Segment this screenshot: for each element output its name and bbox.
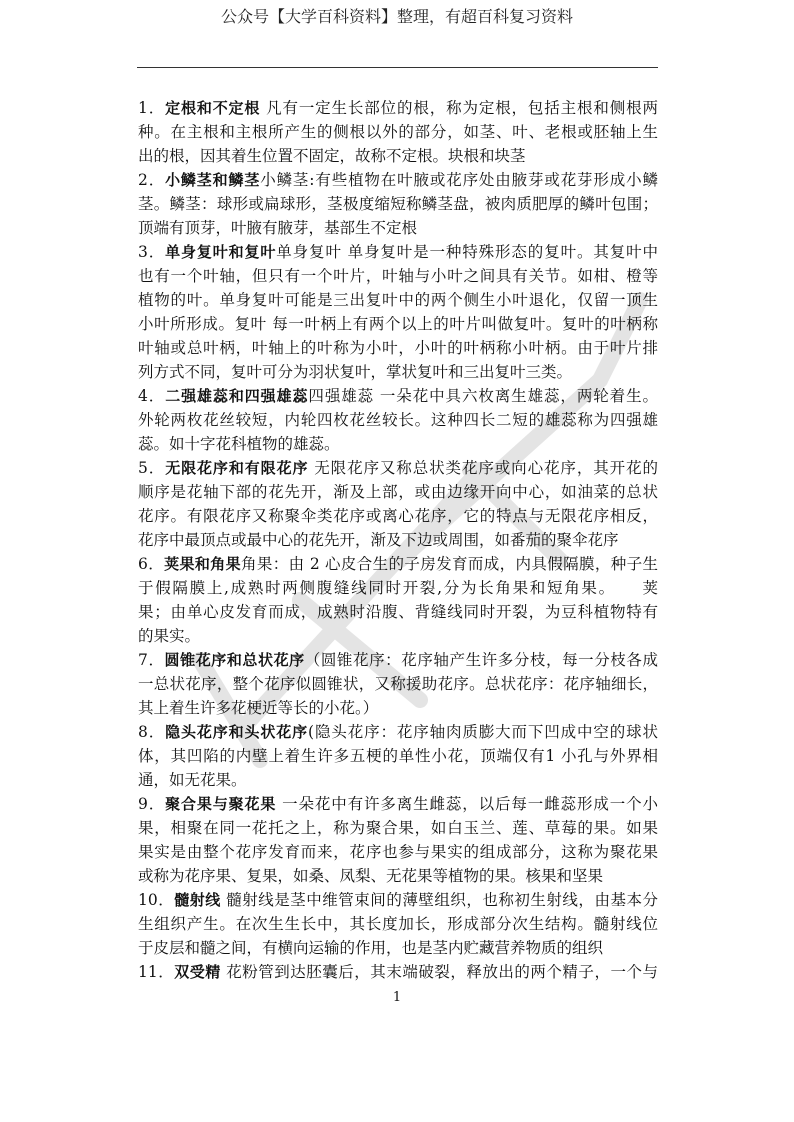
- term-item: [138, 960, 658, 984]
- text-line: 11．双受精 花粉管到达胚囊后，其末端破裂，释放出的两个精子，一个与: [138, 963, 658, 981]
- text-line: 1．定根和不定根 凡有一定生长部位的根，称为定根，包括主根和侧根两: [138, 99, 658, 117]
- text-line: 于假隔膜上,成熟时两侧腹缝线同时开裂,分为长角果和短角果。 荚: [138, 579, 658, 597]
- text-line: 茎。鳞茎：球形或扁球形，茎极度缩短称鳞茎盘，被肉质肥厚的鳞叶包围；: [138, 195, 658, 213]
- text-line: 于皮层和髓之间，有横向运输的作用，也是茎内贮藏营养物质的组织: [138, 939, 604, 957]
- term-title: 圆锥花序和总状花序: [164, 651, 305, 669]
- text-line: 一总状花序，整个花序似圆锥状，又称援助花序。总状花序：花序轴细长，: [138, 675, 658, 693]
- text-line: 或称为花序果、复果，如桑、凤梨、无花果等植物的果。核果和坚果: [138, 867, 604, 885]
- page-number: 1: [392, 990, 402, 1005]
- text-line: 9．聚合果与聚花果 一朵花中有许多离生雌蕊，以后每一雌蕊形成一个小: [138, 795, 658, 813]
- text-line: 6．荚果和角果角果：由 2 心皮合生的子房发育而成，内具假隔膜，种子生: [138, 555, 658, 573]
- text-line: 通，如无花果。: [138, 771, 247, 789]
- term-title: 定根和不定根: [165, 99, 261, 117]
- text-line: 果实是由整个花序发育而来，花序也参与果实的组成部分，这称为聚花果: [138, 843, 658, 861]
- term-title: 小鳞茎和鳞茎: [165, 171, 261, 189]
- term-item: [138, 648, 658, 720]
- term-title: 髓射线: [174, 891, 221, 909]
- term-title: 荚果和角果: [164, 555, 242, 573]
- text-line: 10．髓射线 髓射线是茎中维管束间的薄壁组织，也称初生射线，由基本分: [138, 891, 658, 909]
- text-line: 3．单身复叶和复叶单身复叶 单身复叶是一种特殊形态的复叶。其复叶中: [138, 243, 658, 261]
- text-line: 4．二强雄蕊和四强雄蕊四强雄蕊 一朵花中具六枚离生雄蕊，两轮着生。: [138, 387, 658, 405]
- text-line: 顶端有顶芽，叶腋有腋芽，基部生不定根: [138, 219, 418, 237]
- term-title: 双受精: [174, 963, 221, 981]
- term-item: [138, 456, 658, 552]
- text-line: 顺序是花轴下部的花先开，渐及上部，或由边缘开向中心，如油菜的总状: [138, 483, 658, 501]
- term-title: 单身复叶和复叶: [165, 243, 277, 261]
- text-line: 生组织产生。在次生生长中，其长度加长，形成部分次生结构。髓射线位: [138, 915, 658, 933]
- term-title: 聚合果与聚花果: [165, 795, 277, 813]
- term-item: [138, 720, 658, 792]
- term-item: [138, 96, 658, 168]
- text-line: 花序中最顶点或最中心的花先开，渐及下边或周围，如番茄的聚伞花序: [138, 531, 619, 549]
- text-line: 也有一个叶轴，但只有一个叶片，叶轴与小叶之间具有关节。如柑、橙等: [138, 267, 658, 285]
- term-item: [138, 792, 658, 888]
- term-title: 二强雄蕊和四强雄蕊: [165, 387, 309, 405]
- text-line: 小叶所形成。复叶 每一叶柄上有两个以上的叶片叫做复叶。复叶的叶柄称: [138, 315, 658, 333]
- text-line: 7．圆锥花序和总状花序（圆锥花序：花序轴产生许多分枝，每一分枝各成: [138, 651, 658, 669]
- text-line: 果，相聚在同一花托之上，称为聚合果，如白玉兰、莲、草莓的果。如果: [138, 819, 658, 837]
- text-line: 种。在主根和主根所产生的侧根以外的部分，如茎、叶、老根或胚轴上生: [138, 123, 658, 141]
- text-line: 叶轴或总叶柄，叶轴上的叶称为小叶，小叶的叶柄称小叶柄。由于叶片排: [138, 339, 658, 357]
- document-body: [138, 96, 658, 984]
- text-line: 列方式不同，复叶可分为羽状复叶，掌状复叶和三出复叶三类。: [138, 363, 573, 381]
- term-item: [138, 552, 658, 648]
- text-line: 其上着生许多花梗近等长的小花。）: [138, 699, 379, 717]
- text-line: 2．小鳞茎和鳞茎小鳞茎:有些植物在叶腋或花序处由腋芽或花芽形成小鳞: [138, 171, 658, 189]
- term-title: 无限花序和有限花序: [165, 459, 309, 477]
- term-item: [138, 384, 658, 456]
- header-rule: [137, 67, 658, 68]
- term-item: [138, 888, 658, 960]
- text-line: 外轮两枚花丝较短，内轮四枚花丝较长。这种四长二短的雄蕊称为四强雄: [138, 411, 658, 429]
- text-line: 果；由单心皮发育而成，成熟时沿腹、背缝线同时开裂，为豆科植物特有: [138, 603, 658, 621]
- text-line: 植物的叶。单身复叶可能是三出复叶中的两个侧生小叶退化，仅留一顶生: [138, 291, 658, 309]
- text-line: 花序。有限花序又称聚伞类花序或离心花序，它的特点与无限花序相反，: [138, 507, 658, 525]
- text-line: 8．隐头花序和头状花序(隐头花序：花序轴肉质膨大而下凹成中空的球状: [138, 723, 658, 741]
- text-line: 的果实。: [138, 627, 201, 645]
- term-item: [138, 240, 658, 384]
- text-line: 5．无限花序和有限花序 无限花序又称总状类花序或向心花序，其开花的: [138, 459, 658, 477]
- text-line: 出的根，因其着生位置不固定，故称不定根。块根和块茎: [138, 147, 526, 165]
- text-line: 体，其凹陷的内壁上着生许多五梗的单性小花，顶端仅有1 小孔与外界相: [138, 747, 658, 765]
- term-title: 隐头花序和头状花序: [165, 723, 309, 741]
- page-header: 公众号【大学百科资料】整理，有超百科复习资料: [220, 7, 573, 26]
- term-item: [138, 168, 658, 240]
- text-line: 蕊。如十字花科植物的雄蕊。: [138, 435, 340, 453]
